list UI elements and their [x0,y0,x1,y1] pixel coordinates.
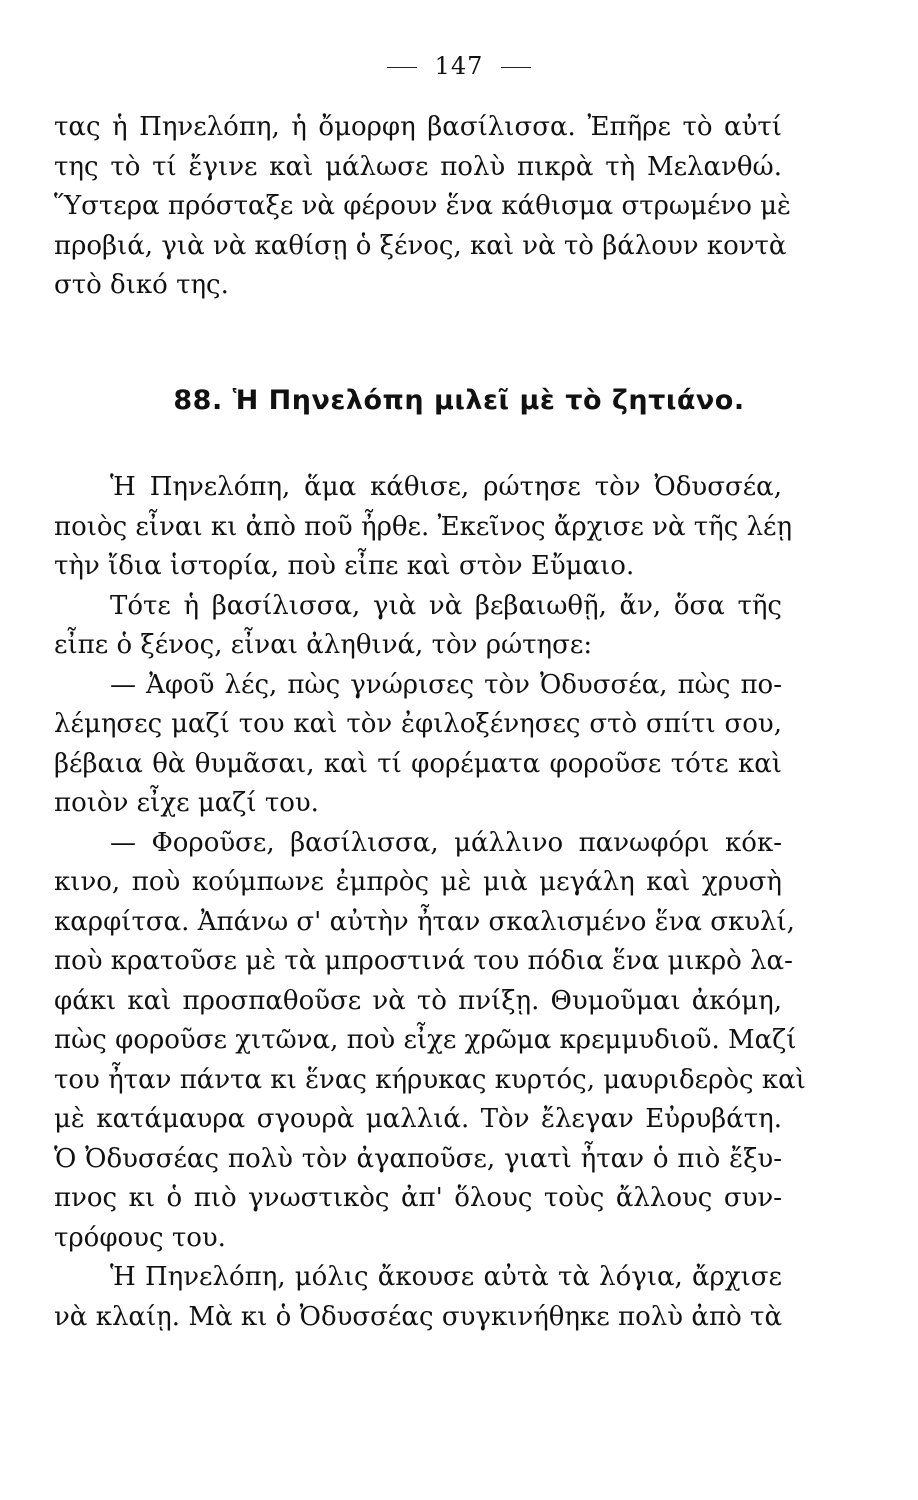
text-line: — Φοροῦσε, βασίλισσα, μάλλινο πανωφόρι κόκ- [110,827,782,858]
text-line: Τότε ἡ βασίλισσα, γιὰ νὰ βεβαιωθῇ, ἄν, ὅσα τῆς [110,590,782,621]
folio-dash-right [501,67,531,68]
text-line: Ἡ Πηνελόπη, ἅμα κάθισε, ρώτησε τὸν Ὀδυσσέα, [110,472,782,502]
text-line: μὲ κατάμαυρα σγουρὰ μαλλιά. Τὸν ἔλεγαν Εὐρυβάτη. [54,1104,782,1134]
text-line: της τὸ τί ἔγινε καὶ μάλωσε πολὺ πικρὰ τὴ Μελανθώ. [54,151,782,182]
text-line: τρόφους του. [54,1222,226,1253]
page-number [0,52,918,80]
text-line: νὰ κλαίῃ. Μὰ κι ὁ Ὀδυσσέας συγκινήθηκε πολὺ ἀπὸ τὰ [54,1301,782,1332]
text-line: τας ἡ Πηνελόπη, ἡ ὄμορφη βασίλισσα. Ἐπῆρε τὸ αὐτί [54,112,782,142]
body-text [54,468,806,1337]
text-line: Ὕστερα πρόσταξε νὰ φέρουν ἕνα κάθισμα στρωμένο μὲ [54,191,792,221]
text-line: Ὁ Ὀδυσσέας πολὺ τὸν ἀγαποῦσε, γιατὶ ἦταν ὁ πιὸ ἔξυ- [54,1143,782,1174]
text-line: καρφίτσα. Ἀπάνω σ' αὐτὴν ἦταν σκαλισμένο ἕνα σκυλί, [54,906,795,937]
page-number-text: 147 [434,52,484,80]
text-line: στὸ δικό της. [54,270,229,300]
text-line: βέβαια θὰ θυμᾶσαι, καὶ τί φορέματα φοροῦσε τότε καὶ [54,748,782,779]
text-line: του ἦταν πάντα κι ἕνας κήρυκας κυρτός, μαυριδερὸς καὶ [54,1064,806,1095]
text-line: ποιὸν εἶχε μαζί του. [54,788,319,818]
text-line: φάκι καὶ προσπαθοῦσε νὰ τὸ πνίξῃ. Θυμοῦμαι ἀκόμη, [54,985,782,1016]
folio-dash-left [387,67,417,68]
text-line: ποὺ κρατοῦσε μὲ τὰ μπροστινά του πόδια ἕνα μικρὸ λα- [54,946,793,976]
text-line: εἶπε ὁ ξένος, εἶναι ἀληθινά, τὸν ρώτησε: [54,630,593,660]
text-line: ποιὸς εἶναι κι ἀπὸ ποῦ ἦρθε. Ἐκεῖνος ἄρχισε νὰ τῆς λέῃ [54,511,793,542]
text-line: Ἡ Πηνελόπη, μόλις ἄκουσε αὐτὰ τὰ λόγια, ἄρχισε [110,1262,782,1292]
section-heading: 88. Ἡ Πηνελόπη μιλεῖ μὲ τὸ ζητιάνο. [173,385,745,416]
paragraph-continuation [54,108,792,306]
text-line: πὼς φοροῦσε χιτῶνα, ποὺ εἶχε χρῶμα κρεμμυδιοῦ. Μαζί [54,1025,797,1055]
text-line: προβιά, γιὰ νὰ καθίσῃ ὁ ξένος, καὶ νὰ τὸ βάλουν κοντὰ [54,230,787,261]
text-line: — Ἀφοῦ λές, πὼς γνώρισες τὸν Ὀδυσσέα, πὼς πο- [110,669,782,700]
text-line: πνος κι ὁ πιὸ γνωστικὸς ἀπ' ὅλους τοὺς ἄλλους συν- [54,1183,782,1213]
text-line: λέμησες μαζί του καὶ τὸν ἐφιλοξένησες στὸ σπίτι σου, [54,709,782,739]
text-line: κινο, ποὺ κούμπωνε ἐμπρὸς μὲ μιὰ μεγάλη καὶ χρυσὴ [54,867,782,897]
text-line: τὴν ἴδια ἱστορία, ποὺ εἶπε καὶ στὸν Εὔμαιο. [54,551,635,581]
